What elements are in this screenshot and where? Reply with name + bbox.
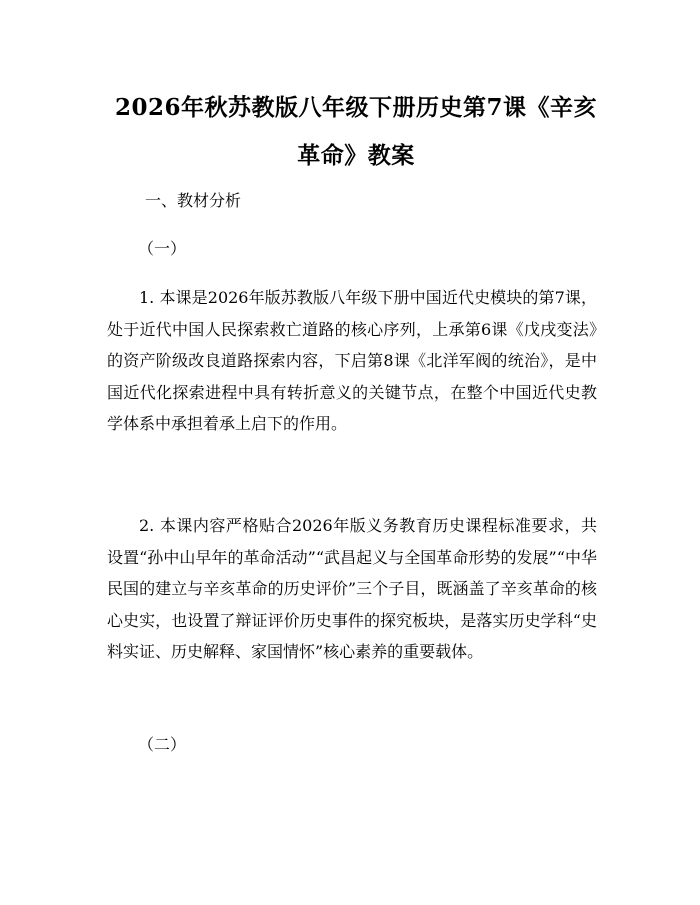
paragraph: 1. 本课是2026年版苏教版八年级下册中国近代史模块的第7课，处于近代中国人民探索救亡道路的核心序列，上承第6课《戊戌变法》的资产阶级改良道路探索内容，下启第8课《北洋军阀的统治》，是中国近代化探索进程中具有转折意义的关键节点，在整个中国近代史教学体系中承担着承上启下的作用。 [107, 288, 597, 434]
subsection-label: （二） [138, 735, 187, 754]
document-title: 2026年秋苏教版八年级下册历史第7课《辛亥革命》教案 [114, 94, 598, 169]
subsection-label: （一） [138, 239, 187, 258]
paragraph: 2. 本课内容严格贴合2026年版义务教育历史课程标准要求，共设置“孙中山早年的革命活动”“武昌起义与全国革命形势的发展”“中华民国的建立与辛亥革命的历史评价”三个子目，既涵盖了辛亥革命的核心史实，也设置了辩证评价历史事件的探究板块，是落实历史学科“史料实证、历史解释、家国情怀”核心素养的重要载体。 [107, 516, 597, 662]
section-heading: 一、教材分析 [145, 191, 242, 210]
